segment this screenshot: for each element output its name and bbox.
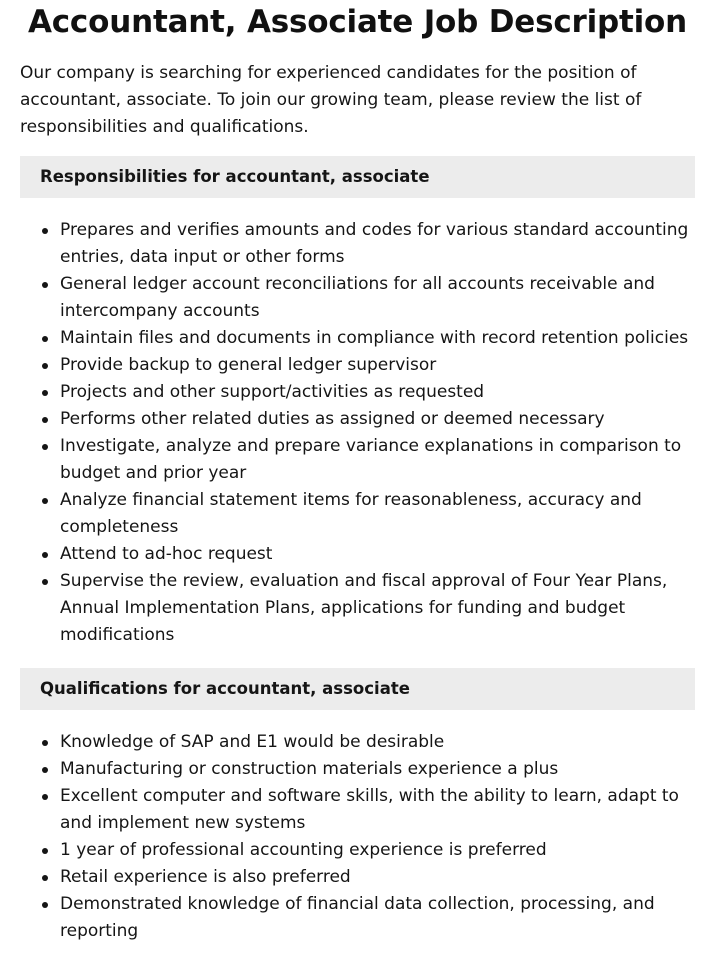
list-item-text: Provide backup to general ledger supervisor — [60, 355, 437, 375]
bullet-icon — [42, 498, 48, 504]
list-item-text: Maintain files and documents in compliance with record retention policies — [60, 328, 689, 348]
list-item — [20, 487, 690, 541]
list-item-text: Analyze financial statement items for reasonableness, accuracy and completeness — [60, 490, 642, 537]
list-item — [20, 433, 690, 487]
list-item-text: 1 year of professional accounting experience is preferred — [60, 840, 547, 860]
bullet-icon — [42, 228, 48, 234]
qualifications-list — [20, 729, 690, 945]
bullet-icon — [42, 552, 48, 558]
bullet-icon — [42, 767, 48, 773]
list-item — [20, 756, 690, 783]
list-item-text: Excellent computer and software skills, with the ability to learn, adapt to and implement new systems — [60, 786, 679, 833]
qualifications-heading: Qualifications for accountant, associate — [20, 668, 695, 710]
bullet-icon — [42, 579, 48, 585]
bullet-icon — [42, 390, 48, 396]
list-item-text: Investigate, analyze and prepare variance explanations in comparison to budget and prior year — [60, 436, 682, 483]
list-item — [20, 379, 690, 406]
responsibilities-heading: Responsibilities for accountant, associate — [20, 156, 695, 198]
list-item-text: Projects and other support/activities as requested — [60, 382, 485, 402]
list-item — [20, 541, 690, 568]
list-item — [20, 271, 690, 325]
list-item-text: Performs other related duties as assigned or deemed necessary — [60, 409, 605, 429]
list-item-text: Retail experience is also preferred — [60, 867, 351, 887]
list-item-text: Supervise the review, evaluation and fiscal approval of Four Year Plans, Annual Implementation Plans, applications for funding and budget modifications — [60, 571, 668, 645]
bullet-icon — [42, 282, 48, 288]
bullet-icon — [42, 794, 48, 800]
list-item — [20, 325, 690, 352]
list-item — [20, 783, 690, 837]
list-item-text: Attend to ad-hoc request — [60, 544, 273, 564]
bullet-icon — [42, 848, 48, 854]
bullet-icon — [42, 417, 48, 423]
bullet-icon — [42, 740, 48, 746]
list-item — [20, 406, 690, 433]
list-item-text: Prepares and verifies amounts and codes for various standard accounting entries, data input or other forms — [60, 220, 689, 267]
bullet-icon — [42, 336, 48, 342]
bullet-icon — [42, 875, 48, 881]
list-item — [20, 729, 690, 756]
list-item — [20, 891, 690, 945]
list-item-text: Demonstrated knowledge of financial data collection, processing, and reporting — [60, 894, 655, 941]
responsibilities-list — [20, 217, 690, 649]
list-item — [20, 568, 690, 649]
list-item — [20, 352, 690, 379]
bullet-icon — [42, 902, 48, 908]
list-item — [20, 217, 690, 271]
list-item-text: Manufacturing or construction materials experience a plus — [60, 759, 559, 779]
page-title: Accountant, Associate Job Description — [27, 4, 688, 40]
list-item — [20, 864, 690, 891]
list-item-text: Knowledge of SAP and E1 would be desirable — [60, 732, 445, 752]
list-item-text: General ledger account reconciliations for all accounts receivable and intercompany accounts — [60, 274, 655, 321]
bullet-icon — [42, 444, 48, 450]
intro-paragraph: Our company is searching for experienced candidates for the position of accountant, associate. To join our growing team, please review the list of responsibilities and qualifications. — [20, 63, 642, 137]
bullet-icon — [42, 363, 48, 369]
list-item — [20, 837, 690, 864]
